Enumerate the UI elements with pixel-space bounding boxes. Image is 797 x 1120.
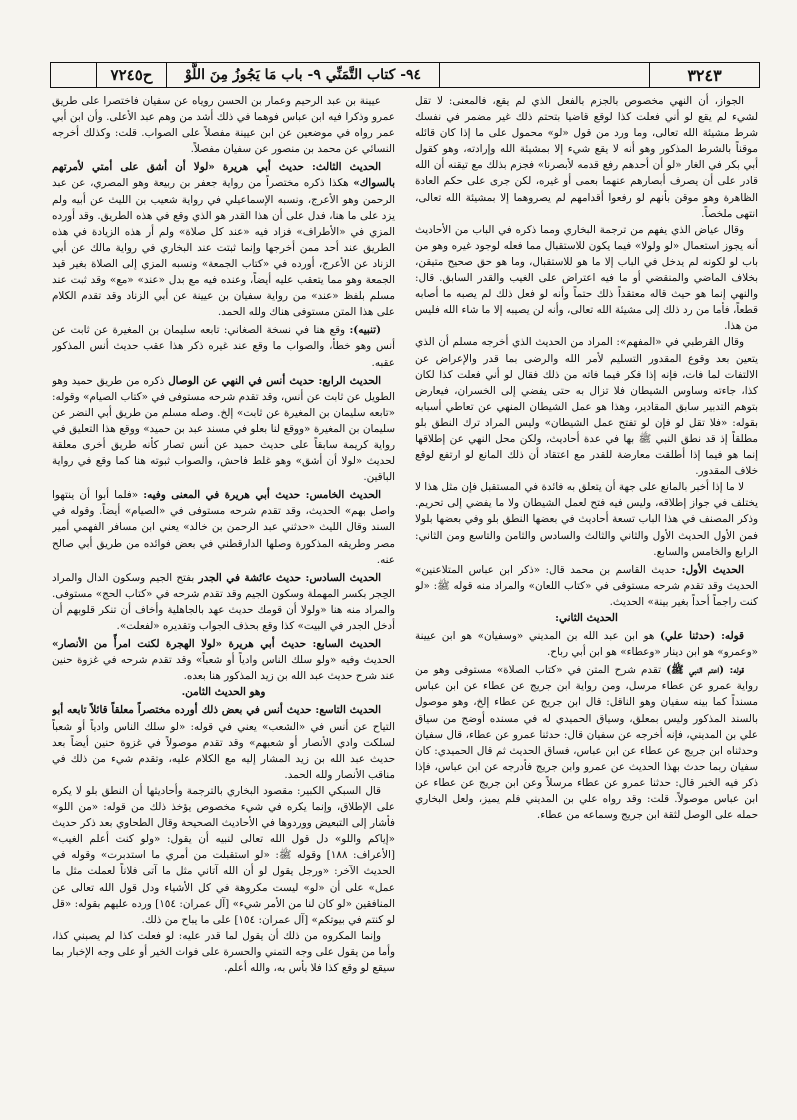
right-column-paragraph-heading: قوله: (حدثنا علي): [659, 630, 744, 643]
left-column-paragraph: [52, 928, 395, 976]
right-column-paragraph-text: وقال عياض الذي يفهم من ترجمة البخاري ومما ذكره في الباب من الأحاديث أنه يجوز استعمال «لو ولولا» فيما يكون للاستقبال مما فعله لوجود غيره وهو من باب لو لكونه لم يدخل في الباب إلا ما هو للاستقبال، وما هو حق صحيح متيقن، بخلاف الماضي والمنقضي أو ما فيه اعتراض على الغيب والقدر السابق. قال: والنهي إنما هو حيث قاله معتقداً ذلك حتماً وأنه لو فعل ذلك لم يصبه ما أصابه قطعاً، فأما من رد ذلك إلى مشيئة الله تعالى، وأنه لن يصيبه إلا ما شاء الله فليس من هذا.: [415, 223, 758, 333]
right-column-paragraph: [415, 93, 758, 222]
right-column-paragraph-text: هو ابن عبد الله بن المديني «وسفيان» هو ابن عيينة «وعمرو» هو ابن دينار «وعطاء» هو ابن أبي رباح.: [415, 630, 758, 659]
left-column-paragraph: [52, 702, 395, 782]
left-column-centered-heading: وهو الحديث الثامن.: [181, 686, 266, 699]
left-column-paragraph-text: «فلما أبوا أن ينتهوا واصل بهم» الحديث، وقد تقدم شرحه مستوفى في «الصيام» أيضاً. وقوله في السند وقال الليث «حدثني عبد الرحمن بن خالد» يعني ابن مسافر الفهمي أمير مصر وطريقه المذكورة وصلها الدارقطني في بعض فوائده من طريق أبي صالح عنه.: [52, 489, 395, 566]
left-column-paragraph: [52, 570, 395, 634]
left-column-paragraph-text: وقع هنا في نسخة الصغاني: تابعه سليمان بن المغيرة عن ثابت عن أنس وهو خطأ، والصواب ما وقع عند غيره ذكر هذا عقب حديث أنس المذكور عقبه.: [52, 324, 395, 369]
right-column-paragraph-heading: قوله: (اعتم النبي ﷺ): [666, 664, 744, 677]
left-column-paragraph-heading: الحديث الثالث: حديث أبي هريرة «لولا أن أشق على أمتي لأمرتهم بالسواك»: [52, 161, 395, 190]
right-column-paragraph-text: حديث القاسم بن محمد قال: «ذكر ابن عباس المتلاعنين» الحديث وقد تقدم شرحه مستوفى في «كتاب اللعان» والمراد منه قوله ﷺ: «لو كنت راجماً أحداً بغير بينة» الحديث.: [415, 563, 758, 608]
right-column: [415, 93, 758, 1108]
left-column-paragraph-heading: الحديث السابع: حديث أبي هريرة «لولا الهجرة لكنت امرأً من الأنصار»: [52, 638, 381, 651]
left-column-paragraph-heading: الحديث الرابع: حديث أنس في النهي عن الوصال: [168, 374, 381, 387]
right-column-paragraph-heading: الحديث الأول:: [681, 563, 744, 576]
left-column-paragraph-heading: (تنبيه):: [349, 324, 381, 337]
left-column-paragraph-text: التياح عن أنس في «الشعب» يعني في قوله: «لو سلك الناس وادياً أو شعباً لسلكت وادي الأنصار أو شعبهم» وقد تقدم موصولاً في غزوة حنين أيضاً بعد حديث عبد الله بن زيد المشار إليه مع الكلام عليه، وتقدم شيء من ذلك في مناقب الأنصار ولله الحمد.: [52, 720, 395, 781]
left-column-paragraph: [52, 636, 395, 684]
chapter-title: ٩٤- كتاب التَّمَنِّي ٩- باب مَا يَجُوزُ مِنَ اللَّوْ: [166, 63, 439, 87]
hadith-ref: ح٧٢٤٥: [96, 63, 166, 87]
page-number: ٣٢٤٣: [649, 63, 759, 87]
page-header: [50, 62, 760, 88]
left-column-paragraph-text: وإنما المكروه من ذلك أن يقول لما قدر عليه: لو فعلت كذا لم يصبني كذا، وأما من يقول على وجه التمني والحسرة على فوات الخير أو على وجه الإخبار بما سيقع لو وقع كذا فلا بأس به، والله أعلم.: [52, 929, 395, 974]
right-column-paragraph: [415, 662, 758, 823]
left-column-paragraph-text: عيينة بن عبد الرحيم وعمار بن الحسن روياه عن سفيان فاختصرا على طريق عمرو وذكرا فيه ابن عباس فوهما في ذلك أشد من وهم عبد الأعلى. وأن ابن أبي عمر رواه في موضعين عن ابن عيينة مفصلاً على الصواب. قلت: وكذلك أخرجه النسائي عن محمد بن منصور عن سفيان مفصلاً.: [52, 95, 395, 156]
page-body: [52, 93, 758, 1108]
right-column-paragraph-text: وقال القرطبي في «المفهم»: المراد من الحديث الذي أخرجه مسلم أن الذي يتعين بعد وقوع المقدور التسليم لأمر الله والرضى بما قدر والإعراض عن الالتفات لما فات، فإنه إذا فكر فيما فاته من ذلك فقال لو أني فعلت كذا لكان كذا، جاءته وساوس الشيطان فلا تزال به حتى يفضي إلى الخسران، فيعارض بتوهم التدبير سابق المقادير، وهذا هو عمل الشيطان المنهي عن تعاطي أسبابه بقوله: «فلا تقل لو فإن لو تفتح عمل الشيطان» وليس المراد ترك النطق بلو مطلقاً إذ قد نطق النبي ﷺ بها في عدة أحاديث، ولكن محل النهي عن إطلاقها إنما هو فيما إذا أطلقت معارضة للقدر مع اعتقاد أن ذلك المانع لو ارتفع لوقع خلاف المقدور.: [415, 336, 758, 478]
left-column-paragraph: [52, 93, 395, 157]
left-column-paragraph-text: ذكره من طريق حميد وهو الطويل عن ثابت عن أنس، وقد تقدم شرحه مستوفى في «كتاب الصيام» وقوله: «تابعه سليمان بن المغيرة عن ثابت» إلخ. وصله مسلم من طريق أبي النضر عن سليمان بن المغيرة «ووقع لنا بعلو في مسند عبد بن حميد» ووقع هذا التعليق في رواية كريمة سابقاً على حديث حميد عن أنس تصار كأنه طريق أخرى معلقة لحديث «لولا أن أشق» وهو غلط فاحش، والصواب ثبوته هنا كما وقع في رواية الباقين.: [52, 374, 395, 484]
left-column-paragraph-text: بفتح الجيم وسكون الدال والمراد الحِجر بكسر المهملة وسكون الجيم وقد تقدم شرحه في «كتاب الحج» مستوفى. والمراد منه هنا «ولولا أن قومك حديث عهد بالجاهلية وأخاف أن تنكر قلوبهم أن أدخل الجدر في البيت» كذا وقع بحذف الجواب وتقديره «لفعلت».: [52, 571, 395, 632]
left-column-paragraph: [52, 487, 395, 567]
left-column-paragraph-text: الحديث وفيه «ولو سلك الناس وادياً أو شعباً» وقد تقدم شرحه في غزوة حنين عند شرح حديث عبد الله بن زيد المذكور هنا بعده.: [52, 654, 395, 683]
header-end-cell: [51, 63, 96, 87]
left-column-paragraph: [52, 159, 395, 320]
right-column-paragraph-text: لا ما إذا أخبر بالمانع على جهة أن يتعلق به فائدة في المستقبل فإن مثل هذا لا يختلف في جواز إطلاقه، وليس فيه فتح لعمل الشيطان ولا ما يفضي إلى تحريم. وذكر المصنف في هذا الباب تسعة أحاديث في بعضها النطق بلو وفي بعضها بلولا فمن الأول الحديث الأول والثاني والثالث والسادس والثامن والتاسع ومن الثاني: الرابع والخامس والسابع.: [415, 481, 758, 558]
left-column: [52, 93, 395, 1108]
right-column-paragraph: [415, 628, 758, 660]
left-column-paragraph: [52, 783, 395, 928]
header-blank-cell: [439, 63, 649, 87]
right-column-paragraph: [415, 334, 758, 479]
right-column-centered-heading: الحديث الثاني:: [555, 612, 618, 624]
right-column-paragraph-text: الجواز، أن النهي مخصوص بالجزم بالفعل الذي لم يقع، فالمعنى: لا تقل لشيء لم يقع لو أني فعلت كذا لوقع قاضيا بتحتم ذلك غير مضمر في نفسك شرط مشيئة الله تعالى، وما ورد من قول «لو» محمول على ما إذا كان قائله موقناً بالشرط المذكور وهو أنه لا يقع شيء إلا بمشيئة الله وإرادته، وهو كقول أبي بكر في الغار «لو أن أحدهم رفع قدمه لأبصرنا» فجزم بذلك مع تيقنه أن الله قادر على أن يصرف أبصارهم عنهما بعمى أو غيره، لكن جرى على حكم العادة الظاهرة وهو موقن بأنهم لو رفعوا أقدامهم لم يصروهما إلا بمشيئة الله تعالى، انتهى ملخصاً.: [415, 95, 758, 220]
left-column-paragraph: [52, 322, 395, 370]
right-column-paragraph: [415, 562, 758, 610]
right-column-paragraph-text: تقدم شرح المتن في «كتاب الصلاة» مستوفى وهو من رواية عمرو عن عطاء مرسل، ومن رواية ابن جريج عن عطاء عن ابن عباس مسنداً كما بينه سفيان وهو الناقل: قال ابن جريج عن عطاء إلخ، وهو موصول بالسند المذكور وليس بمعلق، وسياق الحميدي له في مسنده أوضح من سياق علي بن المديني، فإنه أخرجه عن سفيان قال: حدثنا عمرو عن عطاء، قال سفيان وحدثناه ابن جريج عن عطاء عن ابن عباس، فساق الحديث ثم قال الحميدي: كان سفيان ربما حدث بهذا الحديث عن عمرو وابن جريج فأدرجه عن ابن عباس، فإذا ذكر فيه الخبر قال: حدثنا عمرو عن عطاء مرسلاً وعن ابن جريج عن عطاء عن ابن عباس موصولاً. قلت: وقد رواه علي بن المديني فلم يميز، ولعل البخاري حمله على الوصل لثقة ابن جريج وسماعه من عطاء.: [415, 664, 758, 822]
left-column-paragraph-heading: الحديث الخامس: حديث أبي هريرة في المعنى وفيه:: [143, 489, 381, 502]
right-column-paragraph: [415, 222, 758, 335]
left-column-paragraph-heading: الحديث السادس: حديث عائشة في الجدر: [198, 571, 381, 584]
left-column-paragraph-heading: الحديث التاسع: حديث أنس في بعض ذلك أورده مختصراً معلقاً قائلاً تابعه أبو: [52, 704, 381, 717]
left-column-paragraph-text: هكذا ذكره مختصراً من رواية جعفر بن ربيعة وهو المصري، عن عبد الرحمن وهو الأعرج، ونسبه الإسماعيلي في رواية شعيب بن الليث عن أبيه ولم يزد على ما هنا، فدل على أن هذا القدر هو الذي وقع في هذه الطريق. وقد أورده المزي في «الأطراف» فزاد فيه «عند كل صلاة» ولم أر هذه الزيادة في هذه الطريق عند أحد ممن أخرجها وإنما ثبتت عند البخاري في رواية مالك عن أبي الزناد عن الأعرج، أورده في «كتاب الجمعة» ونسبه المزي إلى الصلاة بغير قيد الجمعة وهو مما يتعقب عليه أيضاً، وعنده فيه مع بدل «عند» «مع» وقد ثبت عند مسلم بلفظ «عند» من رواية سفيان بن عيينة عن أبي الزناد وقد تقدم الكلام على هذا المتن مستوفى هناك ولله الحمد.: [52, 177, 395, 319]
right-column-paragraph: [415, 479, 758, 559]
left-column-paragraph: [52, 373, 395, 486]
left-column-paragraph-text: قال السبكي الكبير: مقصود البخاري بالترجمة وأحاديثها أن النطق بلو لا يكره على الإطلاق، وإنما يكره في شيء مخصوص يؤخذ ذلك من قوله: «من اللو» فأشار إلى التبعيض ووردوها في الأحاديث الصحيحة وقال الطحاوي بعد ذكر حديث «إياكم واللو» دل قول الله تعالى لنبيه أن يقول: «ولو كنت أعلم الغيب» [الأعراف: ١٨٨] وقوله ﷺ: «لو استقبلت من أمري ما استدبرت» وقوله في الحديث الآخر: «ورجل يقول لو أن الله آتاني مثل ما آتى فلاناً لعملت مثل ما عمل» على أن «لو» ليست مكروهة في كل الأشياء ودل قول الله تعالى عن المنافقين «لو كان لنا من الأمر شيء» [آل عمران: ١٥٤] ورده عليهم بقوله: «قل لو كنتم في بيوتكم» [آل عمران: ١٥٤] على ما يباح من ذلك.: [52, 784, 395, 926]
